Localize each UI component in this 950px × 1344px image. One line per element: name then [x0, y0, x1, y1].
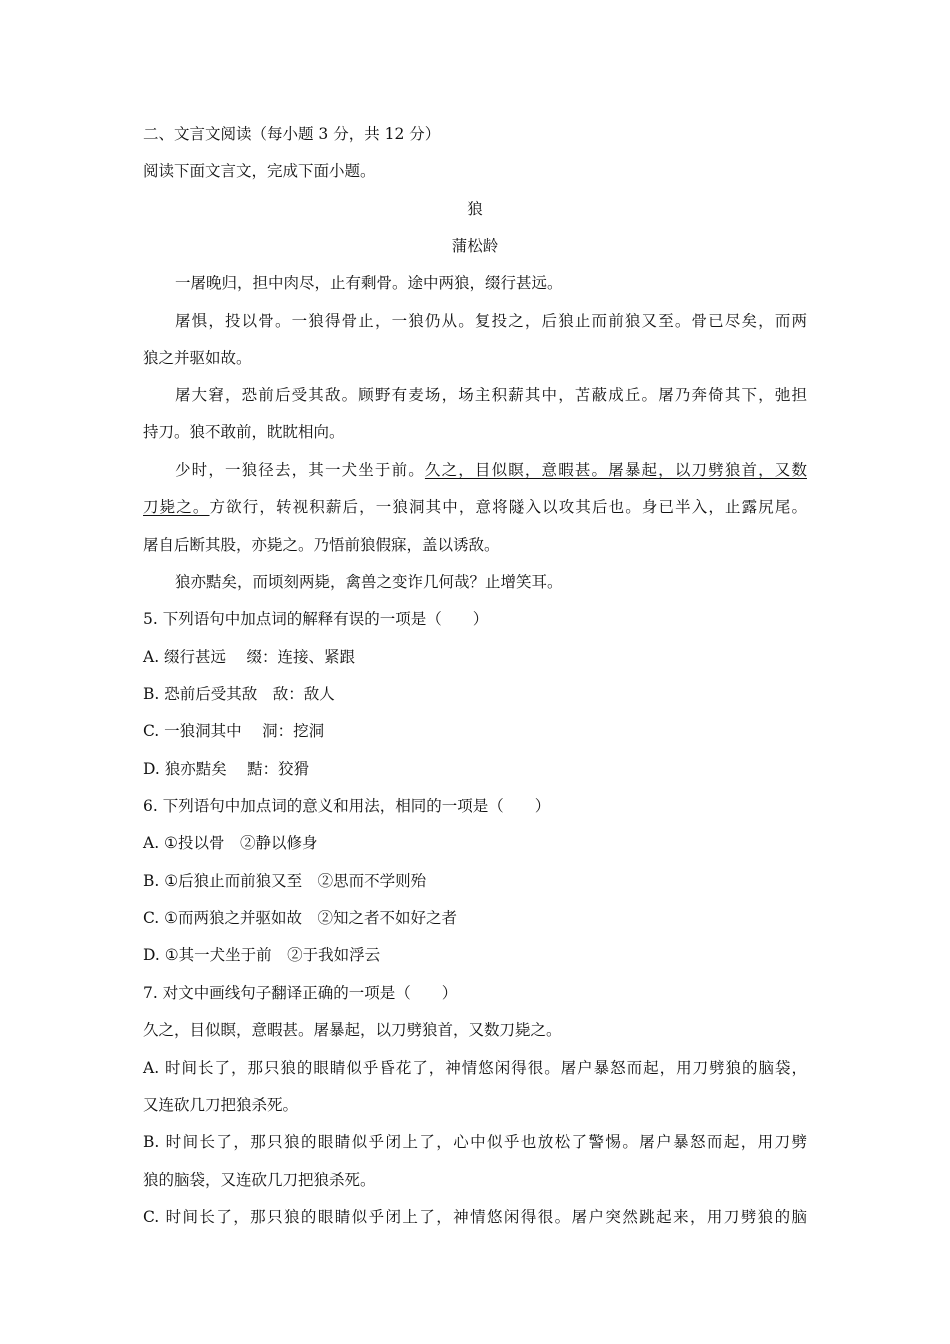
question-7-option-a-line-1: A. 时间长了，那只狼的眼睛似乎昏花了，神情悠闲得很。屠户暴怒而起，用刀劈狼的脑袋，	[143, 1059, 807, 1077]
question-5-stem: 5. 下列语句中加点词的解释有误的一项是（ ）	[143, 610, 489, 628]
question-7-option-a-line-2: 又连砍几刀把狼杀死。	[143, 1096, 299, 1114]
passage-paragraph-3-line-1: 屠大窘，恐前后受其敌。顾野有麦场，场主积薪其中，苫蔽成丘。屠乃奔倚其下，弛担	[175, 386, 807, 404]
plain-text: 方欲行，转视积薪后，一狼洞其中，意将隧入以攻其后也。身已半入，止露尻尾。	[209, 498, 807, 516]
section-heading: 二、文言文阅读（每小题 3 分，共 12 分）	[143, 125, 441, 143]
question-7-option-b-line-2: 狼的脑袋，又连砍几刀把狼杀死。	[143, 1171, 376, 1189]
question-5-option-b: B. 恐前后受其敌 敌：敌人	[143, 685, 335, 703]
question-5-option-c: C. 一狼洞其中 洞：挖洞	[143, 722, 325, 740]
question-6-option-c: C. ①而两狼之并驱如故 ②知之者不如好之者	[143, 909, 458, 927]
question-6-option-a: A. ①投以骨 ②静以修身	[143, 834, 318, 852]
question-5-option-d: D. 狼亦黠矣 黠：狡猾	[143, 760, 310, 778]
question-7-option-b-line-1: B. 时间长了，那只狼的眼睛似乎闭上了，心中似乎也放松了警惕。屠户暴怒而起，用刀劈	[143, 1133, 807, 1151]
passage-title: 狼	[467, 200, 483, 218]
question-7-option-c-line-1: C. 时间长了，那只狼的眼睛似乎闭上了，神情悠闲得很。屠户突然跳起来，用刀劈狼的脑	[143, 1208, 807, 1226]
passage-paragraph-4-line-2	[143, 497, 807, 517]
question-6-option-b: B. ①后狼止而前狼又至 ②思而不学则殆	[143, 872, 427, 890]
passage-author: 蒲松龄	[451, 237, 499, 255]
passage-paragraph-5: 狼亦黠矣，而顷刻两毙，禽兽之变诈几何哉？止增笑耳。	[175, 573, 563, 591]
plain-text: 少时，一狼径去，其一犬坐于前。	[175, 461, 425, 479]
passage-paragraph-2-line-1: 屠惧，投以骨。一狼得骨止，一狼仍从。复投之，后狼止而前狼又至。骨已尽矣，而两	[175, 312, 807, 330]
instruction: 阅读下面文言文，完成下面小题。	[143, 162, 376, 180]
question-6-stem: 6. 下列语句中加点词的意义和用法，相同的一项是（ ）	[143, 797, 551, 815]
question-7-stem: 7. 对文中画线句子翻译正确的一项是（ ）	[143, 984, 458, 1002]
question-6-option-d: D. ①其一犬坐于前 ②于我如浮云	[143, 946, 381, 964]
underlined-sentence: 久之，目似瞑，意暇甚。屠暴起，以刀劈狼首，又数	[424, 461, 807, 479]
passage-paragraph-2-line-2: 狼之并驱如故。	[143, 349, 252, 367]
passage-paragraph-4-line-1	[175, 460, 807, 480]
underlined-sentence-end: 刀毙之。	[143, 498, 210, 516]
question-7-sentence: 久之，目似瞑，意暇甚。屠暴起，以刀劈狼首，又数刀毙之。	[143, 1021, 562, 1039]
passage-paragraph-4-line-3: 屠自后断其股，亦毙之。乃悟前狼假寐，盖以诱敌。	[143, 536, 500, 554]
passage-paragraph-3-line-2: 持刀。狼不敢前，眈眈相向。	[143, 423, 345, 441]
question-5-option-a: A. 缀行甚远 缀：连接、紧跟	[143, 648, 355, 666]
passage-paragraph-1: 一屠晚归，担中肉尽，止有剩骨。途中两狼，缀行甚远。	[175, 274, 563, 292]
